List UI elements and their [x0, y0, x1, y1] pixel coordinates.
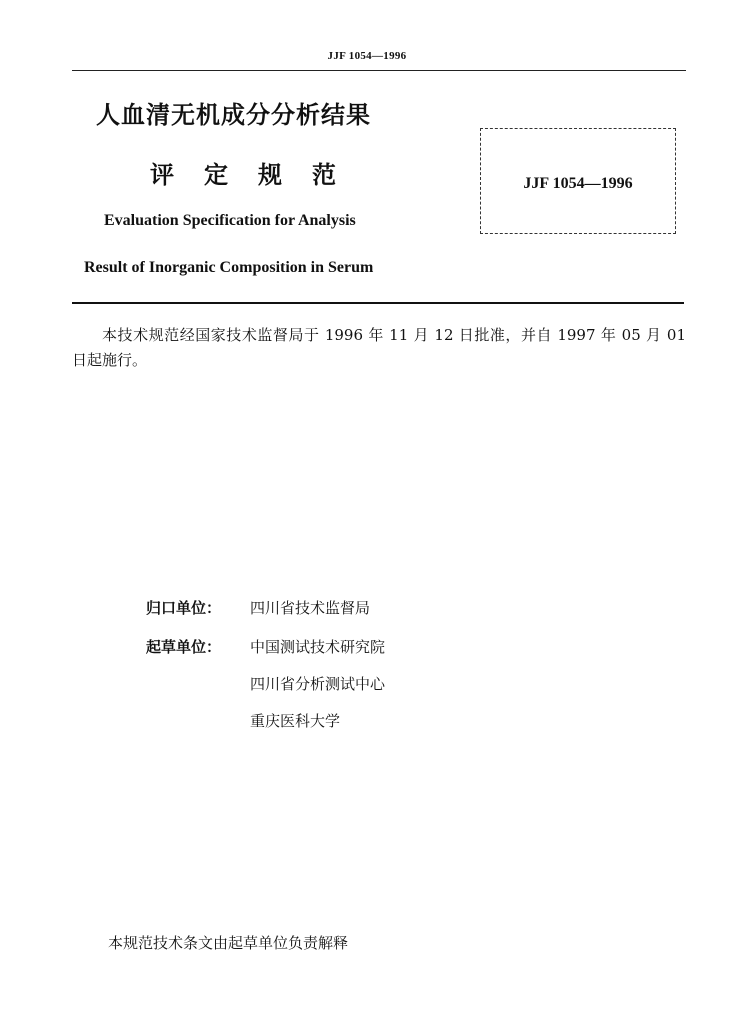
subtitle-chinese: 评定规范 — [150, 161, 366, 189]
footer-note: 本规范技术条文由起草单位负责解释 — [108, 934, 349, 952]
title-english-line1: Evaluation Specification for Analysis — [104, 212, 356, 229]
title-english-line2: Result of Inorganic Composition in Serum — [84, 259, 374, 276]
code-box-text: JJF 1054—1996 — [523, 175, 633, 192]
drafting-unit-value: 重庆医科大学 — [250, 712, 341, 730]
drafting-unit-label: 起草单位： — [146, 638, 222, 656]
drafting-unit-value: 中国测试技术研究院 — [250, 638, 386, 656]
header-code: JJF 1054—1996 — [327, 50, 407, 62]
drafting-unit-value: 四川省分析测试中心 — [250, 675, 386, 693]
title-divider — [72, 302, 684, 304]
approval-statement: 本技术规范经国家技术监督局于 1996 年 11 月 12 日批准，并自 1997 年 05 月 01 日起施行。 — [72, 326, 686, 369]
header-rule — [72, 70, 686, 71]
title-chinese: 人血清无机成分分析结果 — [96, 101, 371, 129]
responsible-unit-label: 归口单位： — [146, 599, 222, 617]
responsible-unit-value: 四川省技术监督局 — [250, 599, 371, 617]
